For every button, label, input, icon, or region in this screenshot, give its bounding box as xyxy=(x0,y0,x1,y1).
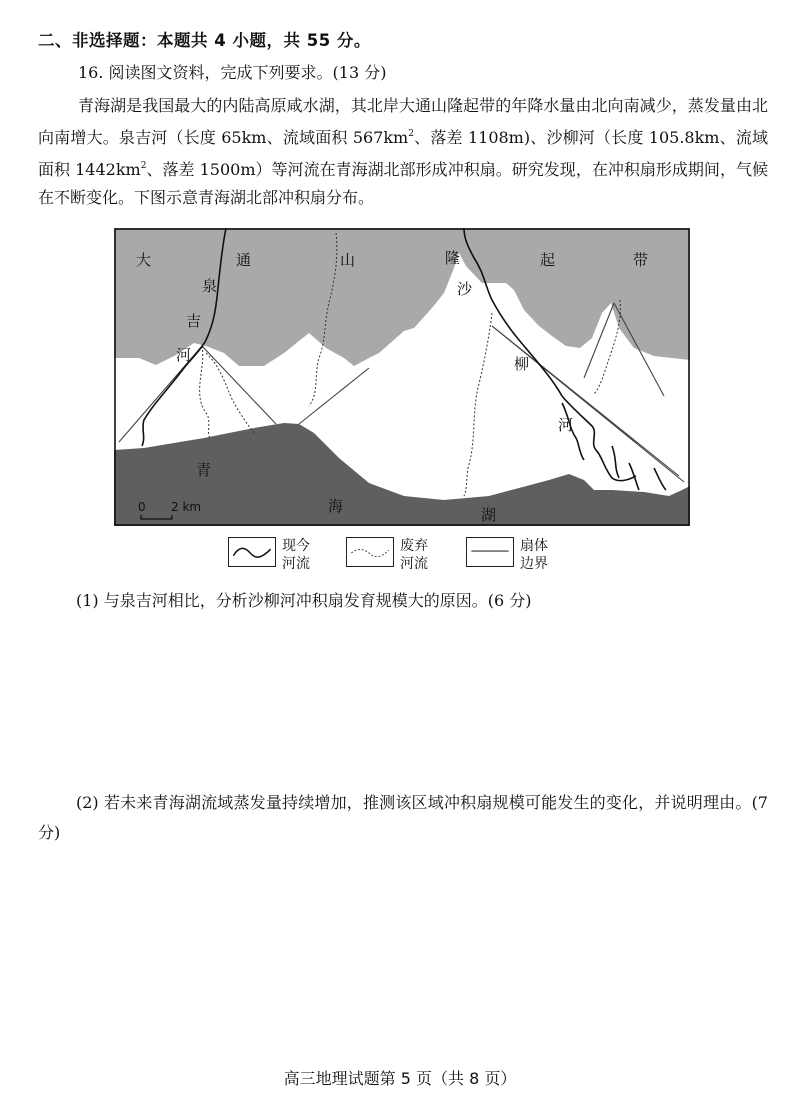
question-paragraph: 青海湖是我国最大的内陆高原咸水湖，其北岸大通山隆起带的年降水量由北向南减少，蒸发量由北向南增大。泉吉河（长度 65km、流域面积 $567km^2$、落差 1108m)、沙柳河（长度 105.8km、流域面积 $1442km^2$、落差 1500m）等河流在青海湖北部形成冲积扇。研究发现，在冲积扇形成期间，气候在不断变化。下图示意青海湖北部冲积扇分布。 xyxy=(38,96,769,207)
label-hai: 海 xyxy=(328,497,344,515)
sub-question-2: (2) 若未来青海湖流域蒸发量持续增加，推测该区域冲积扇规模可能发生的变化，并说明理由。(7 分) xyxy=(38,793,768,842)
map-legend xyxy=(228,537,558,577)
label-qing: 青 xyxy=(196,461,212,479)
abandoned-river-symbol xyxy=(346,537,394,567)
legend-1-line1: 现今 xyxy=(282,538,310,554)
label-he-quanji: 河 xyxy=(176,346,192,364)
scale-value: 2 km xyxy=(171,500,202,514)
label-da: 大 xyxy=(136,251,152,269)
label-sha: 沙 xyxy=(457,280,473,298)
legend-2-line1: 废弃 xyxy=(400,538,428,554)
label-hu: 湖 xyxy=(481,506,497,524)
label-tong: 通 xyxy=(236,251,252,269)
label-dai: 带 xyxy=(633,251,649,269)
scale-zero: 0 xyxy=(138,500,146,514)
fan-boundary-symbol xyxy=(466,537,514,567)
label-long: 隆 xyxy=(445,249,461,267)
label-he-shaliu: 河 xyxy=(558,416,574,434)
legend-present-river xyxy=(228,537,310,573)
alluvial-fan-map xyxy=(114,228,690,526)
sub-question-1: (1) 与泉吉河相比，分析沙柳河冲积扇发育规模大的原因。(6 分) xyxy=(76,591,532,610)
label-quan: 泉 xyxy=(202,277,218,295)
label-liu: 柳 xyxy=(514,355,530,373)
legend-fan-boundary xyxy=(466,537,548,573)
section-title: 二、非选择题：本题共 4 小题，共 55 分。 xyxy=(38,31,371,50)
label-qi: 起 xyxy=(540,251,556,269)
page-footer: 高三地理试题第 5 页（共 8 页） xyxy=(283,1069,517,1088)
legend-2-line2: 河流 xyxy=(400,556,428,572)
question-header: 16. 阅读图文资料，完成下列要求。(13 分) xyxy=(78,63,387,82)
label-ji: 吉 xyxy=(186,312,202,330)
legend-1-line2: 河流 xyxy=(282,556,310,572)
legend-3-line2: 边界 xyxy=(520,556,548,572)
present-river-symbol xyxy=(228,537,276,567)
legend-abandoned-river xyxy=(346,537,428,573)
label-shan: 山 xyxy=(340,251,356,269)
legend-3-line1: 扇体 xyxy=(520,538,548,554)
